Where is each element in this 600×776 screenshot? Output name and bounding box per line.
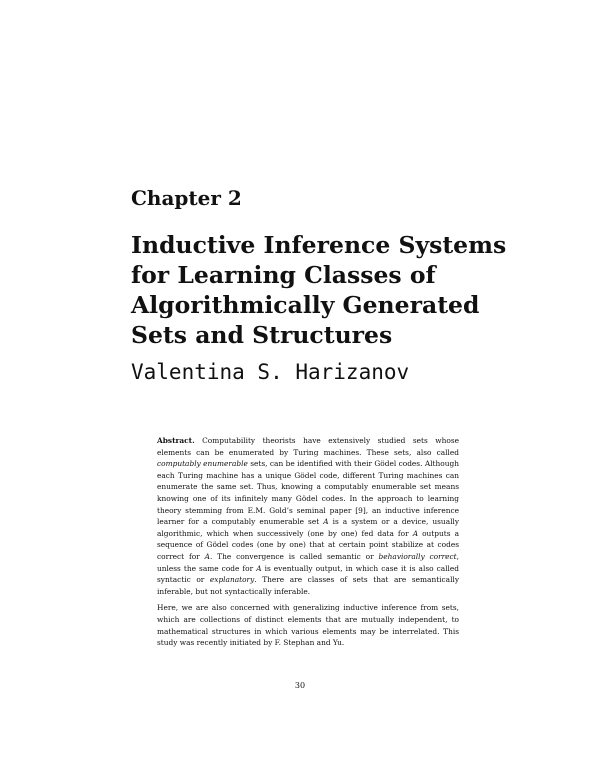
chapter-title-line: Sets and Structures (131, 321, 393, 349)
page-number: 30 (294, 681, 306, 690)
chapter-label: Chapter 2 (131, 186, 242, 210)
math-variable: A (256, 563, 262, 573)
abstract-text: is a system or a device, usually algorithmic, which when successively (one by one) fed data for (157, 517, 460, 538)
math-variable: A (204, 551, 210, 561)
abstract-paragraph: Here, we are also concerned with generalizing inductive inference from sets, which are collections of distinct elements that are mutually independent, to mathematical structures in which various elements may be interrelated. This study was recently initiated by F. Stephan and Yu. (157, 603, 459, 648)
abstract-emphasis: behaviorally correct (378, 551, 457, 561)
chapter-title (131, 230, 531, 350)
abstract-text: is eventually output, in which case it is also called syntactic or (157, 563, 459, 585)
author-name: Valentina S. Harizanov (131, 360, 410, 384)
abstract-text: . The convergence is called semantic or (209, 551, 379, 561)
chapter-title-line: Algorithmically Generated (131, 291, 480, 319)
math-variable: A (323, 517, 329, 527)
chapter-title-line: for Learning Classes of (131, 261, 436, 289)
abstract-text: , unless the same code for (157, 551, 460, 573)
chapter-title-line: Inductive Inference Systems (131, 231, 507, 259)
abstract-emphasis: explanatory (209, 575, 255, 585)
abstract-text: sets, can be identified with their Gödel codes. Although each Turing machine has a unique Gödel code, different Turing machines can enumerate the same set. Thus, knowing a computably enumerable set means knowing one of its infinitely many Gödel codes. In the approach to learning theory stemming from E.M. Gold’s seminal paper [9], an inductive inference learner for a computably enumerable set (157, 459, 459, 527)
abstract-emphasis: computably enumerable (157, 459, 248, 469)
abstract-heading: Abstract. (157, 436, 195, 445)
abstract-text: . There are classes of sets that are semantically inferable, but not syntactically inferable. (157, 575, 459, 596)
abstract-text: outputs a sequence of Gödel codes (one by one) that at certain point stabilize at codes correct for (157, 528, 459, 561)
abstract (157, 435, 459, 654)
abstract-text: Computability theorists have extensively studied sets whose elements can be enumerated by Turing machines. These sets, also called (157, 436, 459, 457)
abstract-paragraph (157, 435, 459, 597)
math-variable: A (412, 528, 419, 538)
